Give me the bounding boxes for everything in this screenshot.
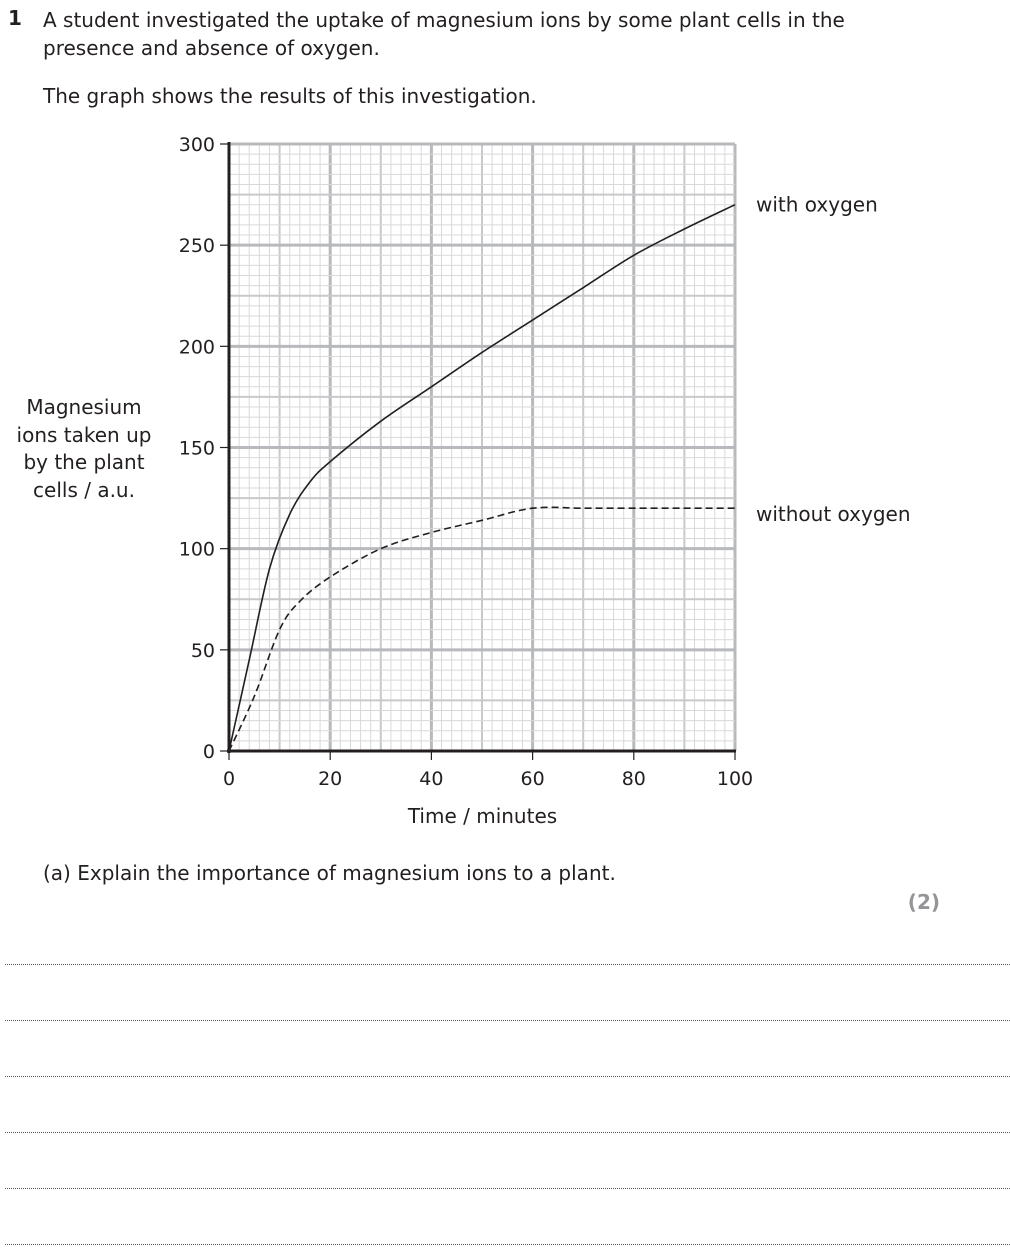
- with-oxygen-label: with oxygen: [756, 192, 878, 217]
- answer-line[interactable]: [5, 964, 1010, 965]
- y-tick-label: 150: [178, 437, 215, 460]
- y-tick-label: 0: [202, 741, 215, 763]
- answer-line[interactable]: [5, 1020, 1010, 1021]
- question-part-a: (a) Explain the importance of magnesium ions to a plant.: [43, 861, 616, 885]
- answer-line[interactable]: [5, 1188, 1010, 1189]
- y-tick-label: 50: [190, 639, 215, 662]
- y-tick-label: 100: [178, 538, 215, 561]
- without-oxygen-label: without oxygen: [756, 502, 911, 527]
- y-axis-label-line-4: cells / a.u.: [33, 477, 135, 502]
- x-tick-label: 40: [419, 768, 444, 790]
- question-intro-line-2: presence and absence of oxygen.: [43, 36, 380, 60]
- marks-available: (2): [907, 890, 940, 914]
- y-tick-label: 300: [178, 134, 215, 156]
- x-tick-label: 60: [520, 768, 545, 790]
- x-tick-label: 20: [318, 768, 343, 790]
- y-axis-label-line-2: ions taken up: [16, 422, 152, 447]
- graph-intro: The graph shows the results of this investigation.: [43, 84, 537, 108]
- graph-labels: [756, 193, 911, 527]
- graph-grid: [229, 144, 735, 751]
- y-tick-label: 250: [178, 235, 215, 258]
- question-number: 1: [8, 6, 22, 30]
- x-tick-label: 80: [621, 768, 646, 790]
- graph-ticks: [179, 134, 753, 790]
- x-tick-label: 0: [222, 768, 236, 790]
- y-axis-label-line-1: Magnesium: [26, 395, 142, 419]
- x-axis-label: Time / minutes: [407, 804, 558, 828]
- y-tick-label: 200: [178, 336, 215, 359]
- question-intro-line-1: A student investigated the uptake of magnesium ions by some plant cells in the: [43, 8, 845, 32]
- y-axis-label-line-3: by the plant: [23, 450, 145, 474]
- answer-line[interactable]: [5, 1244, 1010, 1245]
- answer-line[interactable]: [5, 1132, 1010, 1133]
- answer-line[interactable]: [5, 1076, 1010, 1077]
- x-tick-label: 100: [716, 768, 754, 790]
